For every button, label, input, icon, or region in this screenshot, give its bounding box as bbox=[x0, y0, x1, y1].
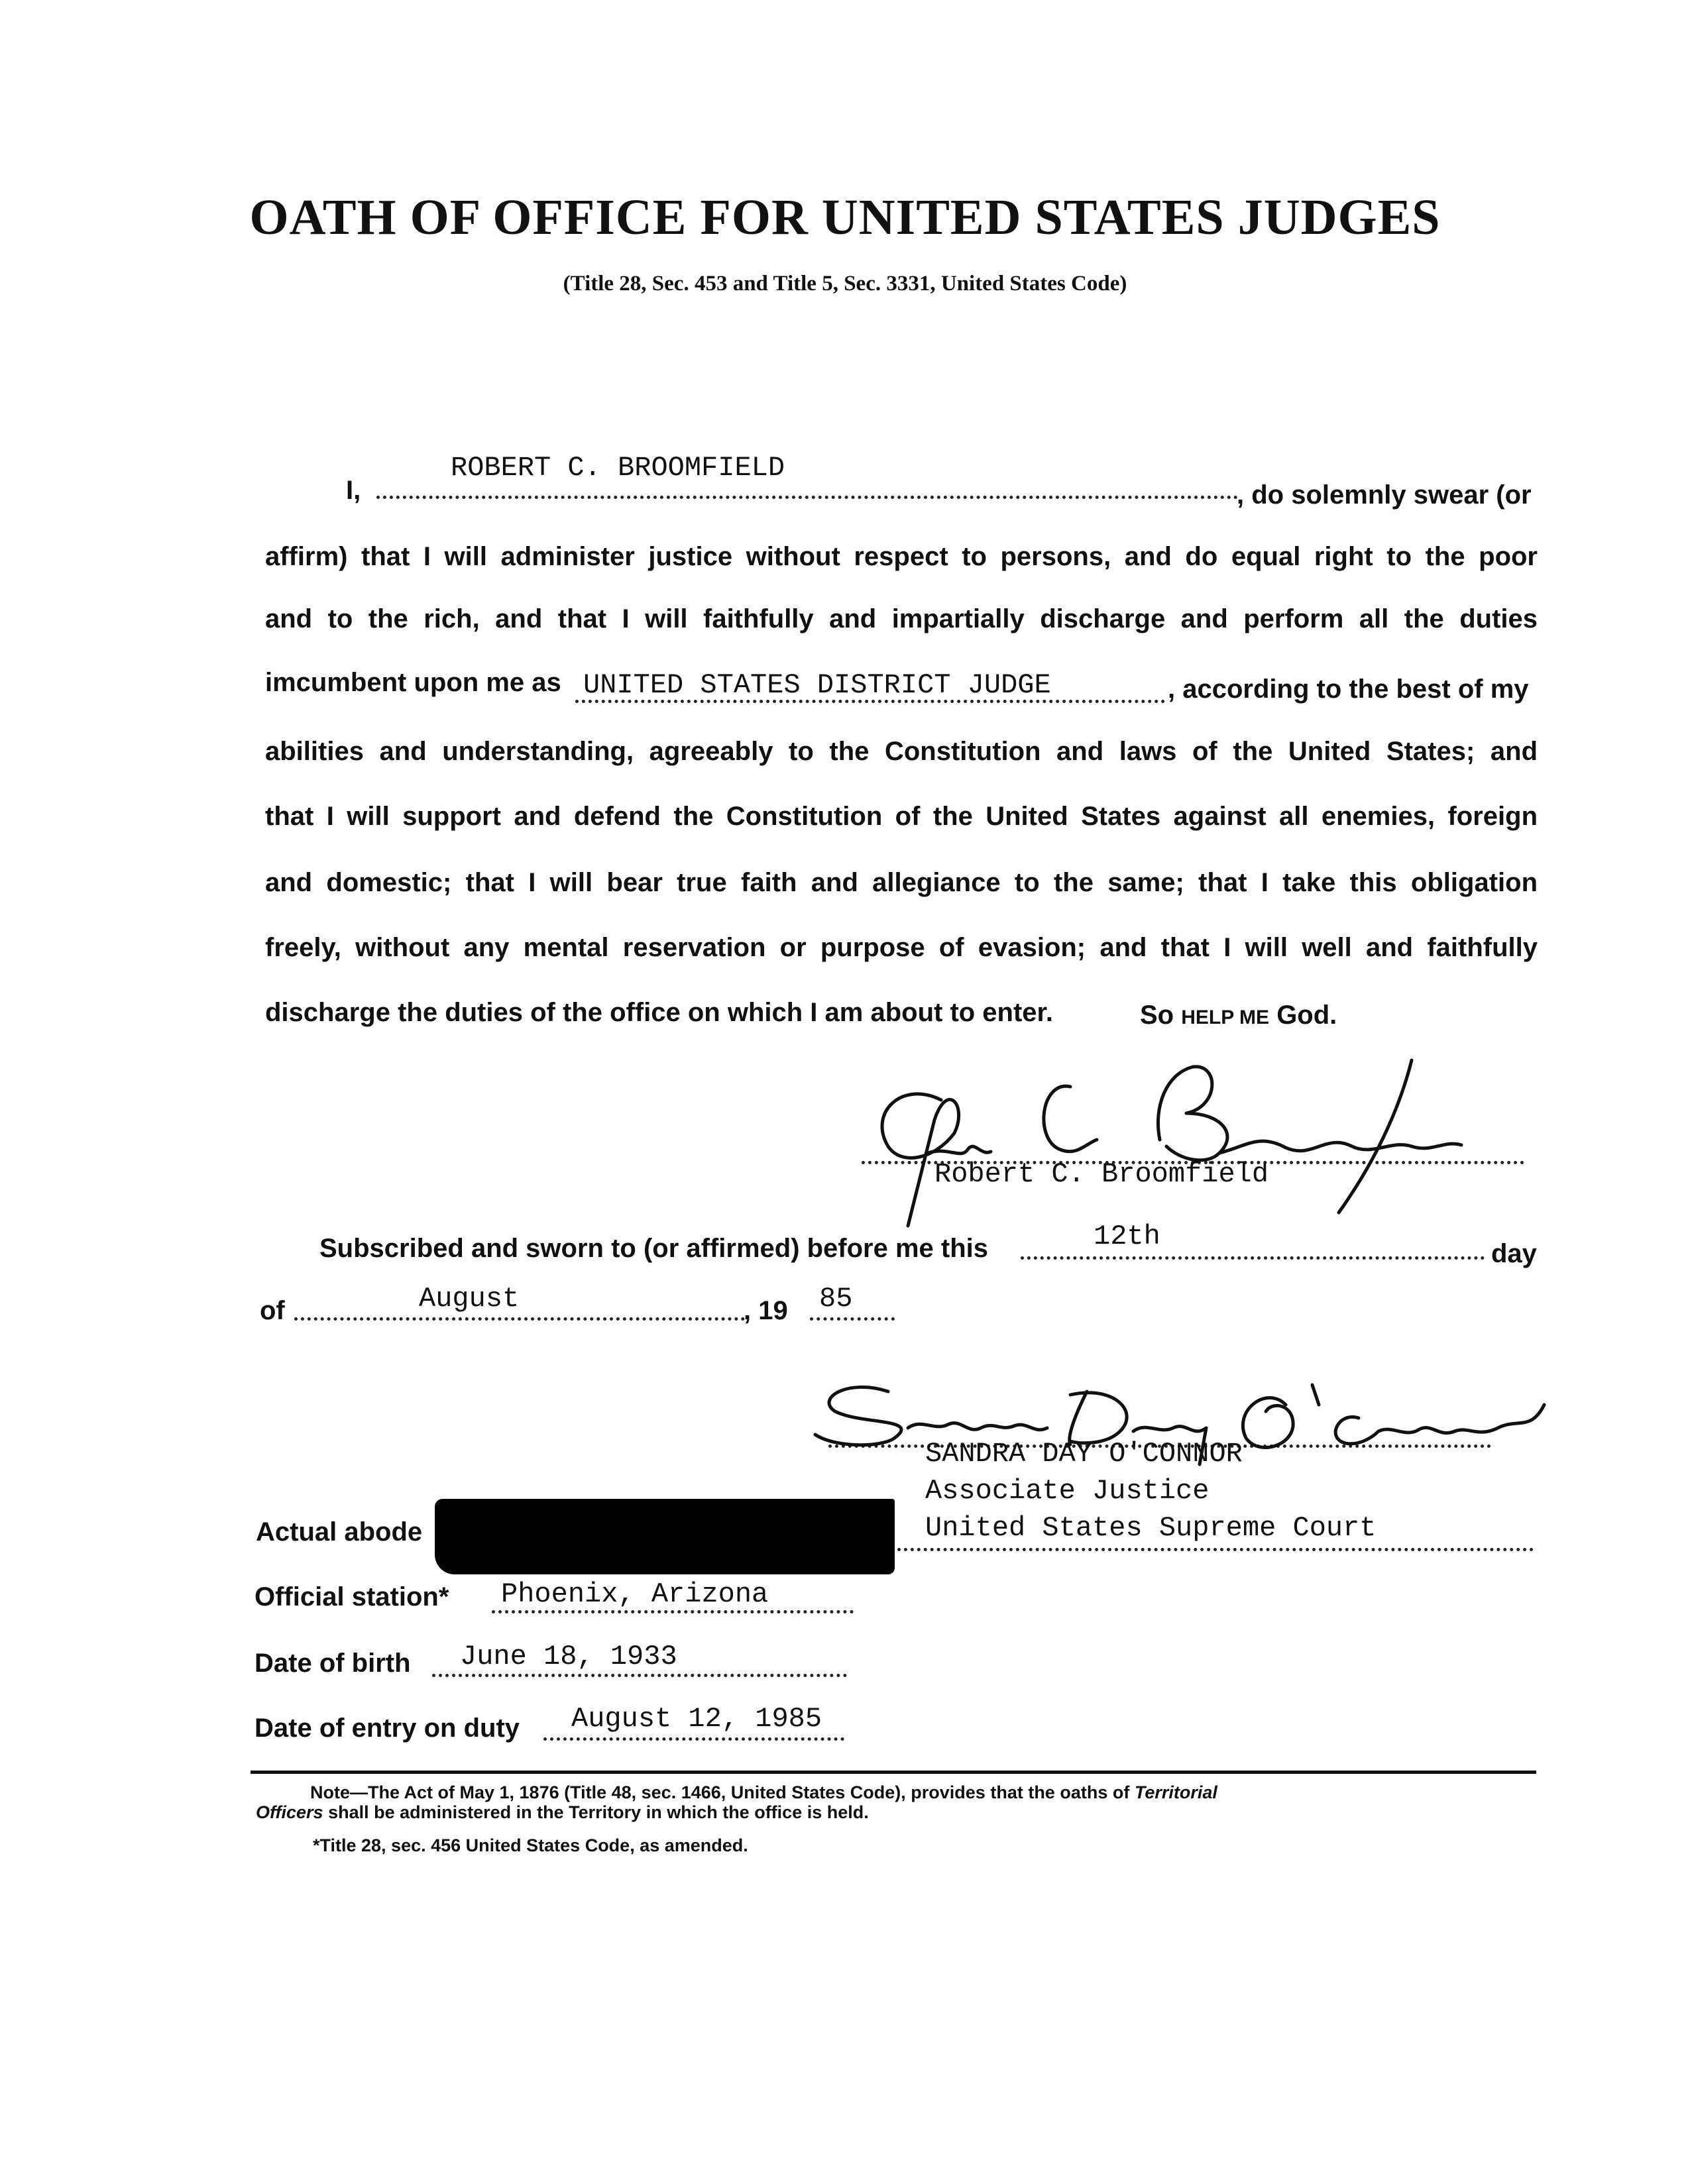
entry-dotted-line bbox=[543, 1737, 844, 1741]
oath-office-dotted-line bbox=[575, 700, 1165, 703]
oath-line-6: that I will support and defend the Constitution of the United States against all enemies, foreign bbox=[265, 802, 1538, 831]
oath-signature bbox=[848, 1034, 1511, 1232]
subscription-line1-start: Subscribed and sworn to (or affirmed) before me this bbox=[319, 1234, 989, 1263]
note-line-2 bbox=[256, 1802, 869, 1823]
entry-value: August 12, 1985 bbox=[571, 1703, 822, 1735]
officiant-court: United States Supreme Court bbox=[925, 1512, 1377, 1544]
oath-line4-start: imcumbent upon me as bbox=[265, 668, 561, 697]
abode-label: Actual abode bbox=[256, 1517, 423, 1547]
subscription-year-prefix: , 19 bbox=[744, 1296, 788, 1325]
subscription-line1-end: day bbox=[1491, 1239, 1537, 1268]
oath-line-2: affirm) that I will administer justice without respect to persons, and do equal right to the poor bbox=[265, 542, 1538, 571]
subscription-year-dotted-line bbox=[810, 1317, 895, 1321]
birth-value: June 18, 1933 bbox=[460, 1641, 677, 1672]
oath-signer-typed-name: Robert C. Broomfield bbox=[934, 1158, 1269, 1190]
asterisk-note: *Title 28, sec. 456 United States Code, as amended. bbox=[313, 1835, 748, 1855]
station-label bbox=[254, 1582, 449, 1612]
oath-name-value: ROBERT C. BROOMFIELD bbox=[451, 452, 785, 484]
footer-rule bbox=[251, 1771, 1536, 1774]
station-asterisk: * bbox=[438, 1582, 449, 1611]
subscription-line2-start: of bbox=[260, 1296, 285, 1325]
subscription-day-dotted-line bbox=[1021, 1256, 1485, 1260]
oath-name-dotted-line bbox=[376, 496, 1238, 499]
oath-line-7: and domestic; that I will bear true faith and allegiance to the same; that I take this obligation bbox=[265, 868, 1538, 897]
note-line2-text: shall be administered in the Territory in which the office is held. bbox=[328, 1802, 869, 1822]
closing-god: God. bbox=[1276, 1001, 1337, 1030]
birth-dotted-line bbox=[432, 1674, 847, 1677]
document-subtitle: (Title 28, Sec. 453 and Title 5, Sec. 3331, United States Code) bbox=[563, 272, 1127, 296]
abode-dotted-line bbox=[897, 1548, 1534, 1551]
oath-closing bbox=[1140, 1001, 1337, 1030]
document-title: OATH OF OFFICE FOR UNITED STATES JUDGES bbox=[249, 190, 1441, 245]
oath-line-3: and to the rich, and that I will faithfully and impartially discharge and perform all the duties bbox=[265, 604, 1538, 633]
oath-line-5: abilities and understanding, agreeably to the Constitution and laws of the United States; and bbox=[265, 737, 1538, 766]
officiant-title: Associate Justice bbox=[925, 1475, 1210, 1507]
subscription-day-value: 12th bbox=[1094, 1221, 1160, 1252]
station-value: Phoenix, Arizona bbox=[501, 1578, 769, 1610]
oath-line-9: discharge the duties of the office on which I am about to enter. bbox=[265, 998, 1054, 1027]
oath-prefix: I, bbox=[346, 476, 361, 505]
oath-line4-end: , according to the best of my bbox=[1168, 675, 1529, 704]
note-line2-italic: Officers bbox=[256, 1802, 323, 1822]
birth-label: Date of birth bbox=[254, 1649, 411, 1678]
oath-line-8: freely, without any mental reservation or purpose of evasion; and that I will well and faithfully bbox=[265, 933, 1538, 962]
note-line-1 bbox=[310, 1782, 1217, 1803]
oath-line1-end: , do solemnly swear (or bbox=[1237, 480, 1532, 510]
subscription-month-dotted-line bbox=[294, 1317, 745, 1321]
station-label-text: Official station bbox=[254, 1582, 439, 1611]
closing-so: So bbox=[1140, 1001, 1174, 1030]
entry-label: Date of entry on duty bbox=[254, 1714, 520, 1743]
closing-help-me: HELP ME bbox=[1181, 1007, 1270, 1028]
officiant-name: SANDRA DAY O'CONNOR bbox=[925, 1438, 1243, 1470]
station-dotted-line bbox=[492, 1610, 854, 1613]
oath-office-value: UNITED STATES DISTRICT JUDGE bbox=[583, 669, 1051, 701]
subscription-month-value: August bbox=[419, 1283, 520, 1315]
note-line1-italic: Territorial bbox=[1134, 1782, 1217, 1802]
subscription-year-value: 85 bbox=[819, 1283, 853, 1315]
redaction-block bbox=[435, 1499, 895, 1574]
note-line1-text: Note—The Act of May 1, 1876 (Title 48, sec. 1466, United States Code), provides that the oaths of bbox=[310, 1782, 1130, 1802]
